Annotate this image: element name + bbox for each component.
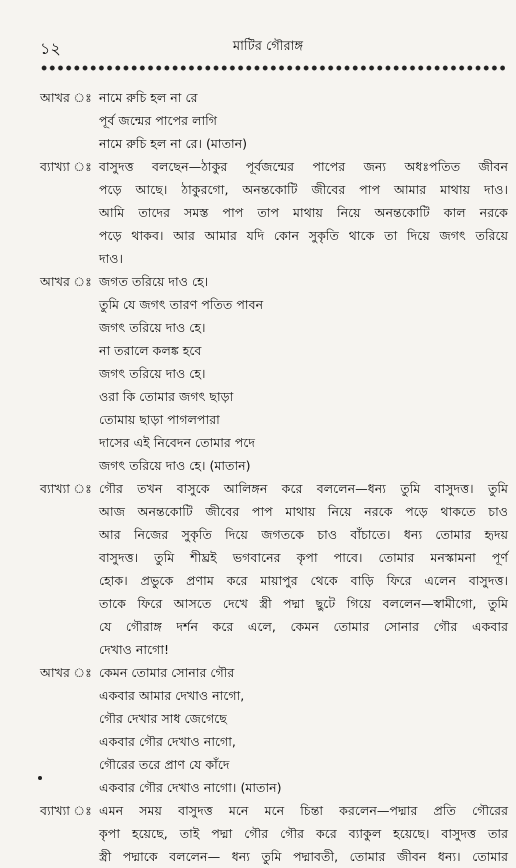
text-line: আমি তাদের সমস্ত পাপ তাপ মাথায় নিয়ে অনন্তকোটি কাল নরকে [99, 205, 508, 220]
block-text [99, 86, 508, 155]
text-line: গৌর দেখার সাধ জেগেছে [99, 711, 227, 726]
block-label: ব্যাখ্যা ঃ [40, 481, 92, 496]
text-line: গৌরের তরে প্রাণ যে কাঁদে [99, 757, 230, 772]
text-line: এমন সময় বাসুদত্ত মনে মনে চিন্তা করলেন—পদ্মার প্রতি গৌরের [99, 803, 508, 818]
block-label: আখর ঃ [40, 90, 92, 105]
text-line: জগত তরিয়ে দাও হে। [99, 274, 209, 289]
text-line: নামে রুচি হল না রে। (মাতান) [99, 136, 248, 151]
dotted-rule [40, 64, 505, 72]
block-label: আখর ঃ [40, 274, 92, 289]
text-line: পড়ে আছে। ঠাকুরগো, অনন্তকোটি জীবের পাপ আমার মাথায় দাও। [99, 182, 508, 197]
text-line: গৌর তখন বাসুকে আলিঙ্গন করে বললেন—ধন্য তুমি বাসুদত্ত। তুমি [99, 481, 508, 496]
text-line: ওরা কি তোমার জগৎ ছাড়া [99, 389, 234, 404]
block-text [99, 477, 508, 661]
akhar-block [40, 86, 508, 155]
text-line: আর নিজের সুকৃতি দিয়ে জগতকে চাও বাঁচাতে। ধন্য তোমার হৃদয় [99, 527, 508, 542]
text-line: তুমি যে জগৎ তারণ পতিত পাবন [99, 297, 264, 312]
running-title: মাটির গৌরাঙ্গ [232, 39, 304, 54]
text-line: পড়ে থাকব। আর আমার যদি কোন সুকৃতি থাকে তা দিয়ে জগৎ তরিয়ে [99, 228, 508, 243]
page-body [40, 86, 508, 868]
text-line: পূর্ব জন্মের পাপের লাগি [99, 113, 217, 128]
block-text [99, 270, 508, 477]
byakhya-block [40, 799, 508, 868]
byakhya-block [40, 155, 508, 270]
akhar-block [40, 270, 508, 477]
page-header [40, 36, 496, 58]
text-line: বাসুদত্ত বলছেন—ঠাকুর পূর্বজন্মের পাপের জন্য অধঃপতিত জীবন [99, 159, 508, 174]
text-line: স্ত্রী পদ্মাকে বললেন— ধন্য তুমি পদ্মাবতী, তোমার জীবন ধন্য। তোমার [99, 849, 508, 864]
text-line: জগৎ তরিয়ে দাও হে। (মাতান) [99, 458, 251, 473]
text-line: কৃপা হয়েছে, তাই পদ্মা গৌর গৌর করে ব্যাকুল হয়েছে। বাসুদত্ত তার [99, 826, 508, 841]
text-line: একবার গৌর দেখাও নাগো, [99, 734, 236, 749]
block-text [99, 799, 508, 868]
akhar-block [40, 661, 508, 799]
text-line: হোক। প্রভুকে প্রণাম করে মায়াপুর থেকে বাড়ি ফিরে এলেন বাসুদত্ত। [99, 573, 508, 588]
page-number: ১২ [40, 39, 61, 58]
text-line: দাও। [99, 251, 124, 266]
block-text [99, 155, 508, 270]
text-line: আজ অনন্তকোটি জীবের পাপ মাথায় নিয়ে নরকে পড়ে থাকতে চাও [99, 504, 508, 519]
block-label: আখর ঃ [40, 665, 92, 680]
byakhya-block [40, 477, 508, 661]
text-line: একবার গৌর দেখাও নাগো। (মাতান) [99, 780, 282, 795]
block-text [99, 661, 508, 799]
stray-dot [38, 776, 42, 780]
text-line: যে গৌরাঙ্গ দর্শন করে এলে, কেমন তোমার সোনার গৌর একবার [99, 619, 508, 634]
block-label: ব্যাখ্যা ঃ [40, 159, 92, 174]
text-line: জগৎ তরিয়ে দাও হে। [99, 320, 206, 335]
text-line: তোমায় ছাড়া পাগলপারা [99, 412, 220, 427]
text-line: নামে রুচি হল না রে [99, 90, 198, 105]
text-line: দাসের এই নিবেদন তোমার পদে [99, 435, 256, 450]
text-line: জগৎ তরিয়ে দাও হে। [99, 366, 206, 381]
text-line: দেখাও নাগো! [99, 642, 170, 657]
text-line: বাসুদত্ত। তুমি শীঘ্রই ভগবানের কৃপা পাবে। তোমার মনস্কামনা পূর্ণ [99, 550, 508, 565]
text-line: কেমন তোমার সোনার গৌর [99, 665, 235, 680]
text-line: একবার আমার দেখাও নাগো, [99, 688, 245, 703]
text-line: তাকে ফিরে আসতে দেখে স্ত্রী পদ্মা ছুটে গিয়ে বললেন—স্বামীগো, তুমি [99, 596, 508, 611]
text-line: না তরালে কলঙ্ক হবে [99, 343, 202, 358]
block-label: ব্যাখ্যা ঃ [40, 803, 92, 818]
